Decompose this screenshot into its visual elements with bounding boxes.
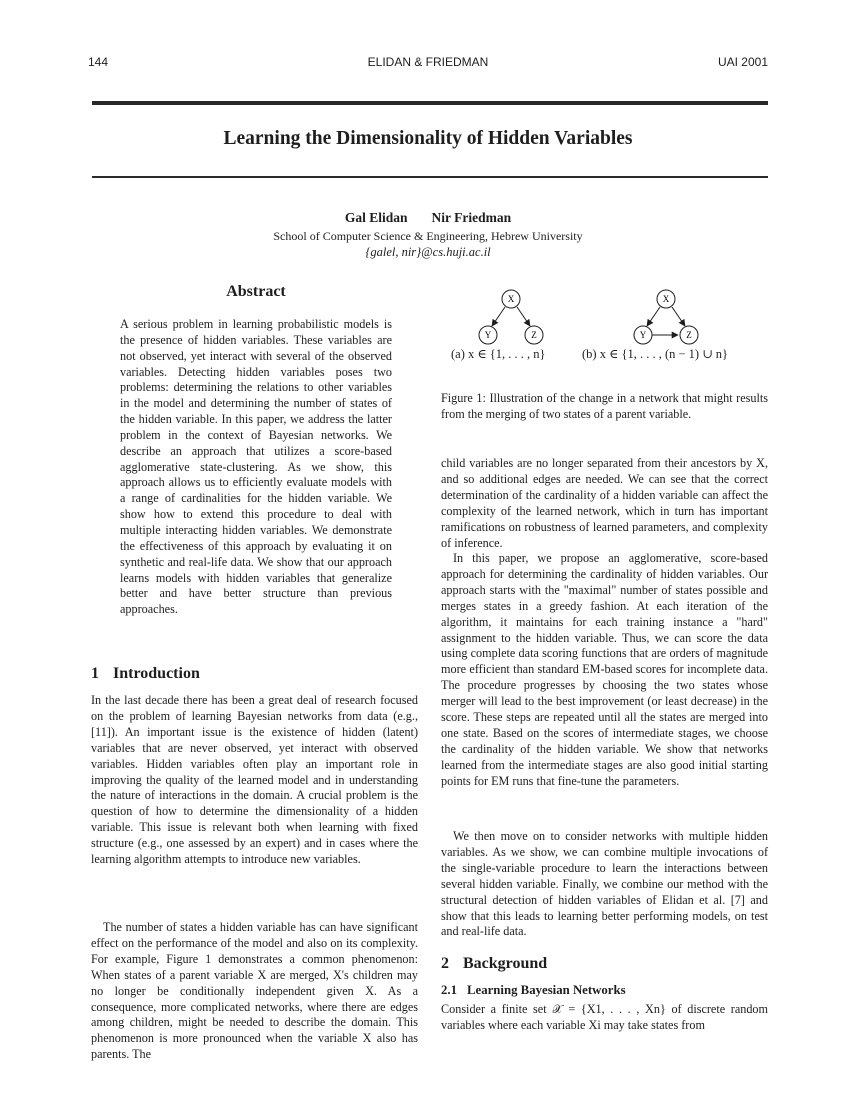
body-paragraph: Consider a finite set 𝒳 = {X1, . . . , Xn} of discrete random variables where each variable Xi may take states from <box>441 1002 768 1032</box>
body-paragraph: We then move on to consider networks with multiple hidden variables. As we show, we can combine multiple invocations of the single-variable procedure to learn the interactions between several hidden variable. Finally, we combine our method with the structural detection of hidden variables of Elidan et al. [7] and show that this leads to learning better performing models, on test and real-life data. <box>441 829 768 939</box>
section-title: Introduction <box>113 665 200 682</box>
figure-1b-subcaption: (b) x ∈ {1, . . . , (n − 1) ∪ n} <box>582 347 729 361</box>
section-title: Background <box>463 955 548 972</box>
abstract-heading: Abstract <box>226 283 286 300</box>
paper-title: Learning the Dimensionality of Hidden Variables <box>223 128 633 149</box>
body-paragraph: In this paper, we propose an agglomerative, score-based approach for determining the cardinality of hidden variables. Our approach starts with the "maximal" number of states possible and merges states in a greedy fashion. At each iteration of the algorithm, it maintains for each training instance a "hard" assignment to the hidden variable. Thus, we can score the data using complete data scoring functions that are orders of magnitude more efficient than standard EM-based scores for incomplete data. The procedure progresses by choosing the two states whose merger will lead to the best improvement (or least decrease) in the score. These steps are repeated until all the states are merged into one state. Based on the scores of intermediate stages, we choose the cardinality of the hidden variable. We show that networks learned from the intermediate stages are also good initial starting points for EM runs that fine-tune the parameters. <box>441 551 768 788</box>
node-x-label: X <box>507 294 515 304</box>
intro-paragraph: In the last decade there has been a great deal of research focused on the problem of learning Bayesian networks from data (e.g., [11]). An important issue is the existence of hidden (latent) variables that are never observed, yet interact with observed variables. Hidden variables often play an important role in improving the quality of the learned model and in understanding the nature of interactions in the domain. A crucial problem is the question of how to determine the dimensionality of a hidden variable. This issue is relevant both when learning with fixed structure (e.g., one assessed by an expert) and in cases where the learning algorithm attempts to introduce new variables. <box>91 693 418 867</box>
subsection-title: Learning Bayesian Networks <box>467 983 626 997</box>
node-z-label: Z <box>531 330 537 340</box>
section-number: 1 <box>91 665 99 682</box>
intro-paragraph: The number of states a hidden variable has can have significant effect on the performance of the model and also on its complexity. For example, Figure 1 demonstrates a common phenomenon: When states of a parent variable X are merged, X's children may no longer be conditionally independent given X. As a consequence, more complicated networks, where there are edges among children, might be needed to describe the domain. This phenomenon is more pronounced when the variable X also has parents. The <box>91 920 418 1062</box>
figure-1a-subcaption: (a) x ∈ {1, . . . , n} <box>451 347 546 361</box>
figure-1-caption: Figure 1: Illustration of the change in a network that might results from the merging of two states of a parent variable. <box>441 391 768 421</box>
running-header-venue: UAI 2001 <box>717 55 768 69</box>
edge-x-z <box>672 307 685 326</box>
node-y-label: Y <box>484 330 492 340</box>
node-y-label: Y <box>639 330 647 340</box>
subsection-heading <box>441 983 626 998</box>
abstract-text: A serious problem in learning probabilistic models is the presence of hidden variables. These variables are not observed, yet interact with several of the observed variables. Detecting hidden variables poses two problems: determining the relations to other variables in the model and determining the number of states of the hidden variable. In this paper, we address the latter problem in the context of Bayesian networks. We describe an approach that utilizes a score-based agglomerative state-clustering. As we show, this approach allows us to efficiently evaluate models with a range of cardinalities for the hidden variable. We show how to extend this procedure to deal with multiple interacting hidden variables. We demonstrate the effectiveness of this approach by evaluating it on synthetic and real-life data. We show that our approach learns models with hidden variables that generalize better and have better structure than previous approaches. <box>120 317 392 617</box>
author-email: {galel, nir}@cs.huji.ac.il <box>365 245 491 259</box>
running-header-authors: ELIDAN & FRIEDMAN <box>367 55 489 69</box>
body-paragraph: child variables are no longer separated from their ancestors by X, and so additional edges are needed. We can see that the correct determination of the cardinality of a hidden variable can affect the complexity of the learned network, which in turn has important ramifications on robustness of learned parameters, and complexity of inference. <box>441 456 768 550</box>
edge-x-y <box>647 307 660 326</box>
title-rule-bottom <box>92 176 768 178</box>
network-b <box>634 290 698 344</box>
title-rule-top <box>92 101 768 105</box>
author-name: Nir Friedman <box>431 210 512 225</box>
section-heading-background <box>441 955 547 973</box>
edge-x-z <box>517 307 530 326</box>
node-z-label: Z <box>686 330 692 340</box>
subsection-number: 2.1 <box>441 983 457 997</box>
network-a <box>479 290 543 344</box>
author-name: Gal Elidan <box>344 210 408 225</box>
section-heading-introduction <box>91 665 200 683</box>
section-number: 2 <box>441 955 449 972</box>
node-x-label: X <box>662 294 670 304</box>
author-list <box>0 210 856 226</box>
affiliation: School of Computer Science & Engineering, Hebrew University <box>273 229 583 243</box>
edge-x-y <box>492 307 505 326</box>
page-number: 144 <box>88 55 109 69</box>
